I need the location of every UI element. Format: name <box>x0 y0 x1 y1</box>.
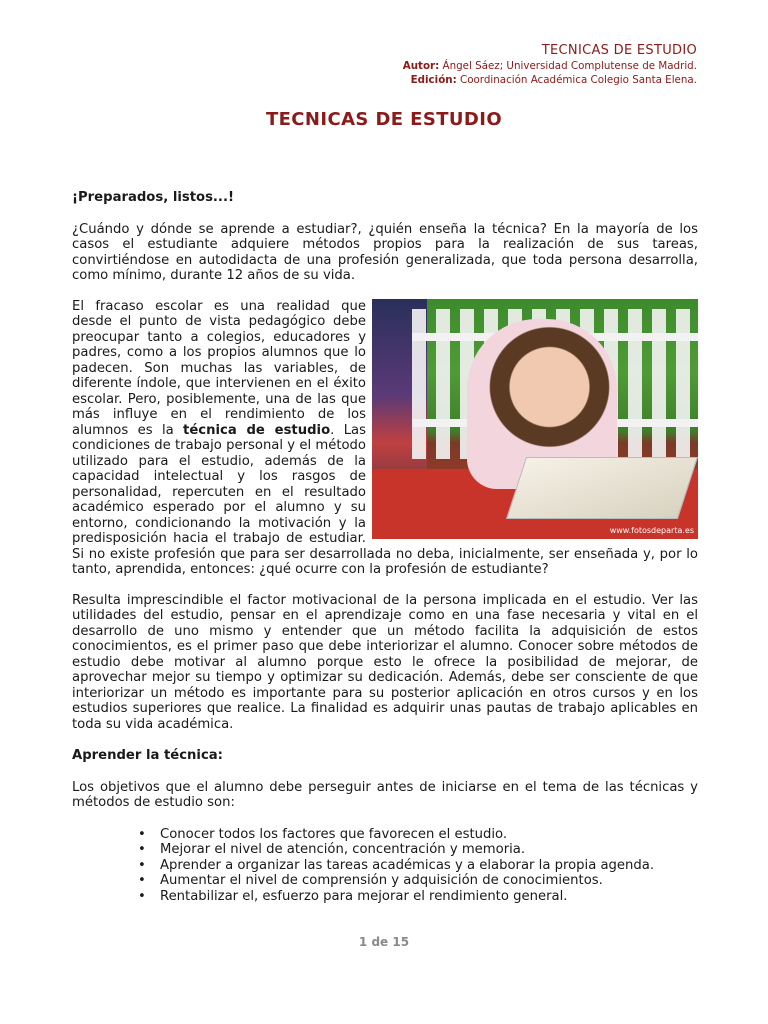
edition-value: Coordinación Académica Colegio Santa Elena. <box>460 74 697 86</box>
book-graphic <box>506 457 698 519</box>
header-author <box>403 59 697 73</box>
author-label: Autor: <box>402 60 440 72</box>
bold-tecnica-de-estudio: técnica de estudio <box>183 422 331 438</box>
list-item: • Mejorar el nivel de atención, concentración y memoria. <box>160 842 698 858</box>
section-heading-aprender: Aprender la técnica: <box>72 748 223 763</box>
document-body <box>72 190 698 904</box>
list-item: • Aprender a organizar las tareas académicas y a elaborar la propia agenda. <box>160 858 698 874</box>
edition-label: Edición: <box>410 74 457 86</box>
document-title: TECNICAS DE ESTUDIO <box>265 109 503 130</box>
student-photo <box>372 299 698 539</box>
paragraph-motivacion: Resulta imprescindible el factor motivacional de la persona implicada en el estudio. Ver las utilidades del estudio, pensar en el aprendizaje como en una fase necesaria y vital en el desarrollo de uno mismo y entender que un método facilita la adquisición de estos conocimientos, es el primer paso que debe interiorizar el alumno. Conocer sobre métodos de estudio debe motivar al alumno porque esto le ofrece la posibilidad de mejorar, de aprovechar mejor su tiempo y optimizar su dedicación. Además, debe ser consciente de que interiorizar un método es importante para su posterior aplicación en otros cursos y en los estudios superiores que realice. La finalidad es adquirir unas pautas de trabajo aplicables en toda su vida académica. <box>72 592 698 732</box>
paragraph-intro: ¿Cuándo y dónde se aprende a estudiar?, ¿quién enseña la técnica? En la mayoría de los casos el estudiante adquiere métodos propios para la realización de sus tareas, convirtiéndose en autodidacta de una profesión generalizada, que toda persona desarrolla, como mínimo, durante 12 años de su vida. <box>72 221 698 283</box>
list-item: • Rentabilizar el, esfuerzo para mejorar el rendimiento general. <box>160 889 698 905</box>
author-value: Ángel Sáez; Universidad Complutense de Madrid. <box>442 60 697 72</box>
paragraph-fracaso-b: . Las condiciones de trabajo personal y el método utilizado para el estudio, además de la capacidad intelectual y los rasgos de personalidad, repercuten en el resultado académico esperado por el alumno y su entorno, condicionando la motivación y la predisposición hacia el trabajo de estudiar. Si no existe profesión que para ser desarrollada no deba, inicialmente, ser enseñada y, por lo tanto, aprendida, entonces: ¿qué ocurre con la profesión de estudiante? <box>72 422 698 577</box>
page-number: 1 de 15 <box>358 935 410 949</box>
list-item: • Aumentar el nivel de comprensión y adquisición de conocimientos. <box>160 873 698 889</box>
page-header <box>403 43 697 87</box>
paragraph-objetivos: Los objetivos que el alumno debe perseguir antes de iniciarse en el tema de las técnicas y métodos de estudio son: <box>72 779 698 810</box>
list-item: • Conocer todos los factores que favorecen el estudio. <box>160 827 698 843</box>
header-title: TECNICAS DE ESTUDIO <box>541 43 697 58</box>
paragraph-fracaso-a: El fracaso escolar es una realidad que desde el punto de vista pedagógico debe preocupar tanto a colegios, educadores y padres, como a los propios alumnos que lo padecen. Son muchas las variables, de diferente índole, que intervienen en el éxito escolar. Pero, posiblemente, una de las que más influye en el rendimiento de los alumnos es la <box>72 298 366 438</box>
photo-watermark: www.fotosdeparta.es <box>609 525 694 535</box>
header-edition <box>403 73 697 87</box>
objectives-list <box>72 827 698 905</box>
section-heading-preparados: ¡Preparados, listos...! <box>72 190 234 205</box>
